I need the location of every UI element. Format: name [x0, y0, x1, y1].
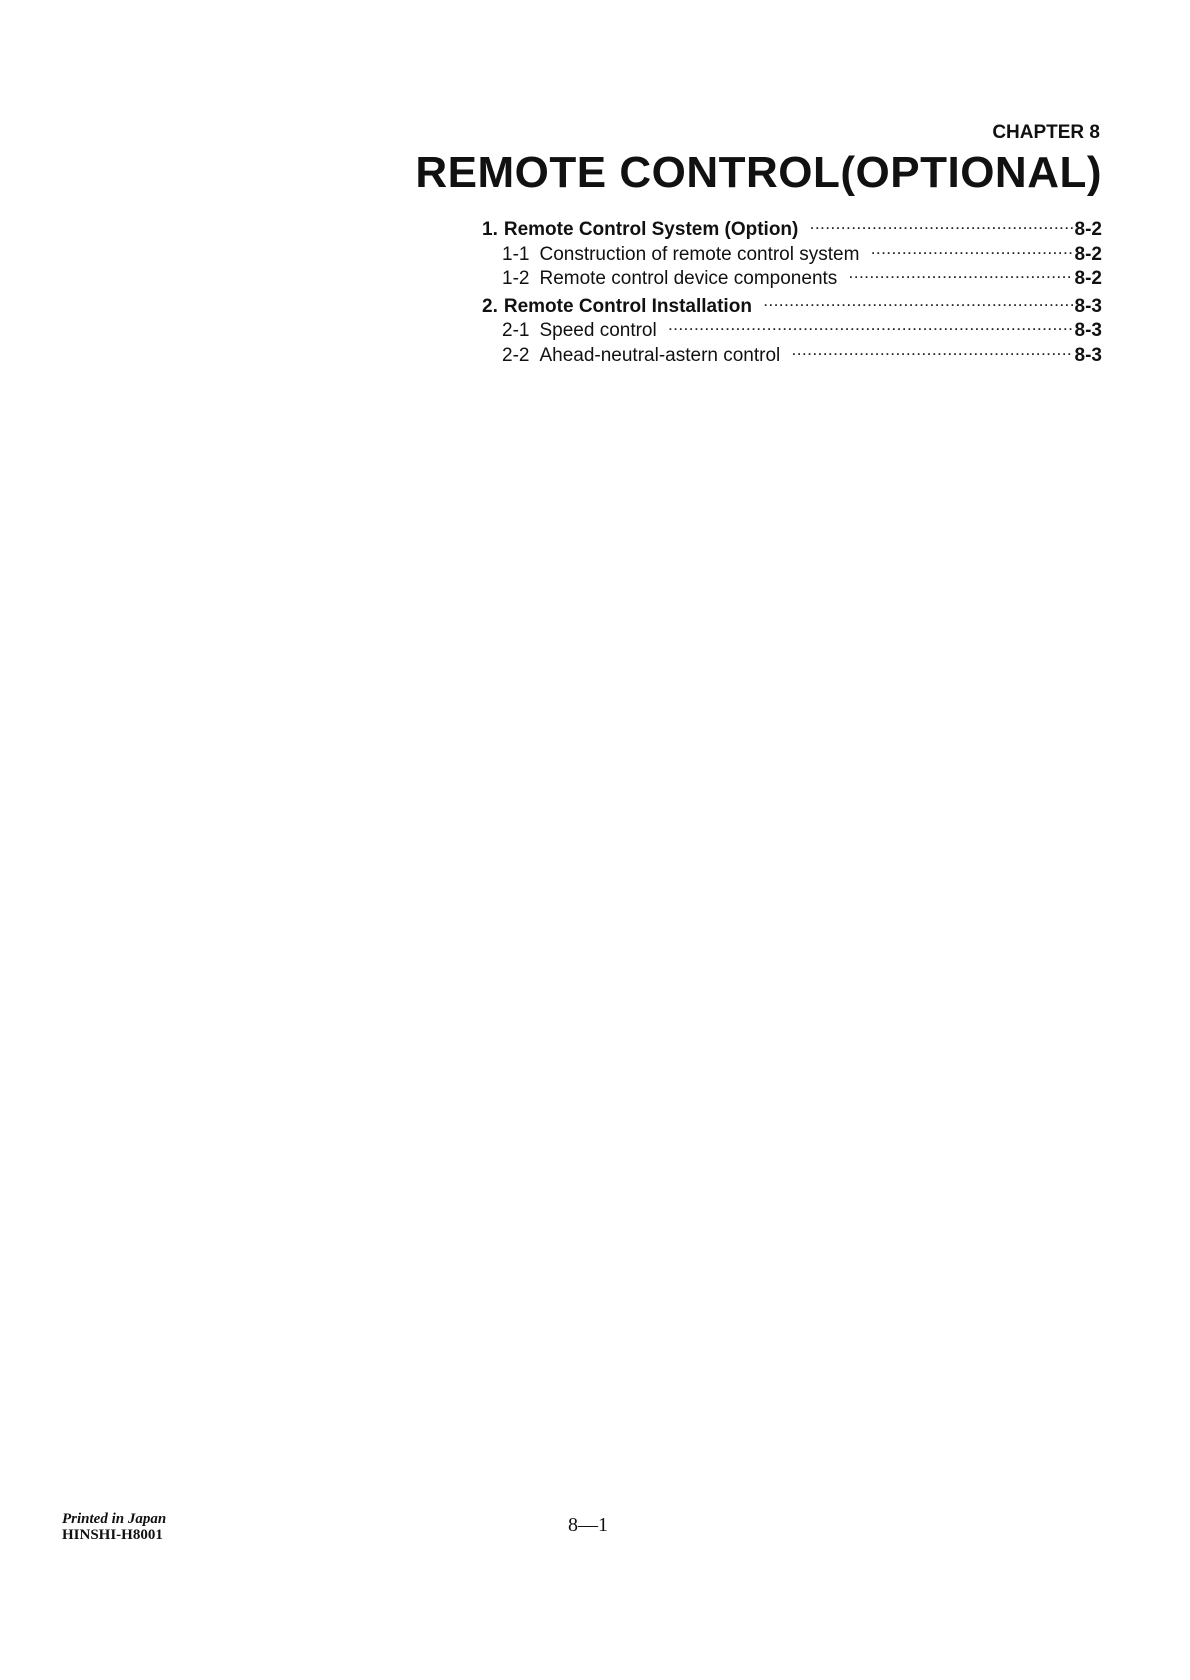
- toc-entry-1-2[interactable]: [482, 267, 1102, 292]
- toc-entry-1-1[interactable]: [482, 243, 1102, 268]
- toc-entry-number: 1-1: [502, 243, 530, 265]
- toc-entry-number: 1-2: [502, 268, 530, 289]
- toc-entry-page: 8-2: [1074, 243, 1102, 265]
- toc-entry-title: Construction of remote control system: [539, 243, 860, 265]
- toc-entry-title: Ahead-neutral-astern control: [539, 344, 781, 366]
- footer-print-info: [62, 1511, 166, 1543]
- toc-leader-dots: [792, 342, 1072, 366]
- toc-leader-dots: [764, 293, 1073, 317]
- table-of-contents: [482, 218, 1102, 368]
- toc-entry-page: 8-3: [1074, 295, 1102, 317]
- toc-entry-number: 2.: [482, 295, 498, 317]
- toc-entry-page: 8-3: [1074, 320, 1102, 341]
- toc-entry-2-2[interactable]: [482, 344, 1102, 369]
- toc-entry-number: 2-2: [502, 344, 530, 366]
- toc-leader-dots: [849, 265, 1072, 289]
- toc-entry-page: 8-2: [1074, 268, 1102, 289]
- toc-entry-2-1[interactable]: [482, 319, 1102, 344]
- toc-entry-number: 2-1: [502, 320, 530, 341]
- toc-entry-1[interactable]: [482, 218, 1102, 243]
- toc-entry-title: Remote Control Installation: [503, 295, 752, 317]
- toc-leader-dots: [669, 317, 1073, 341]
- toc-entry-number: 1.: [482, 219, 498, 240]
- printed-in-label: Printed in Japan: [62, 1511, 167, 1527]
- toc-entry-page: 8-3: [1074, 344, 1102, 366]
- chapter-title: REMOTE CONTROL(OPTIONAL): [415, 148, 1102, 197]
- chapter-label: CHAPTER 8: [992, 122, 1100, 143]
- toc-entry-title: Remote control device components: [539, 268, 838, 289]
- toc-entry-title: Remote Control System (Option): [503, 219, 799, 240]
- toc-entry-2[interactable]: [482, 295, 1102, 320]
- document-code: HINSHI-H8001: [62, 1527, 163, 1543]
- toc-entry-title: Speed control: [539, 320, 657, 341]
- toc-leader-dots: [871, 241, 1072, 265]
- page-number: 8—1: [568, 1514, 608, 1536]
- toc-entry-page: 8-2: [1074, 219, 1102, 240]
- toc-leader-dots: [810, 216, 1072, 240]
